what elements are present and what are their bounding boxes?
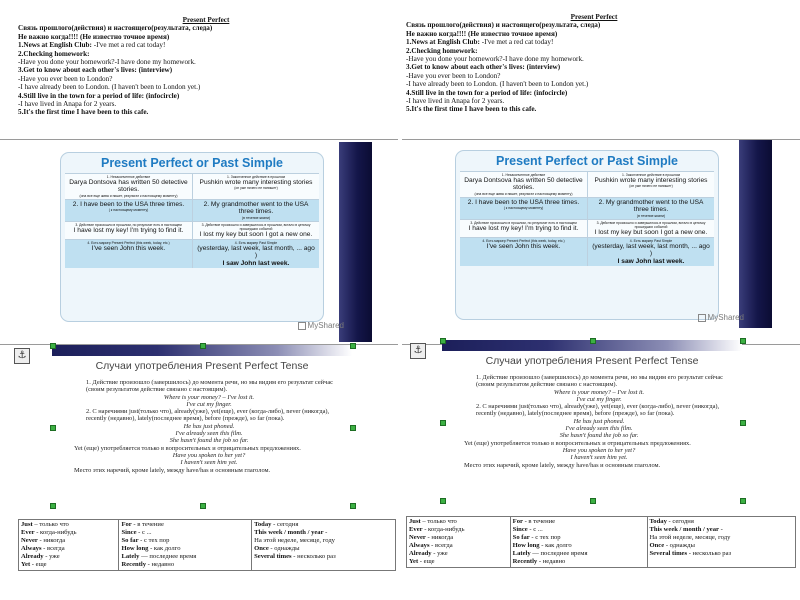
adverb-entry: [121, 553, 249, 561]
adverbs-column: [119, 520, 252, 571]
comparison-cell-left: [460, 198, 587, 219]
comparison-cell-left: [65, 222, 192, 239]
notes-line-text: -I've met a red cat today!: [91, 41, 166, 50]
resize-handle[interactable]: [50, 503, 56, 509]
comparison-cell-right: [192, 200, 319, 221]
cell-example: I saw John last week.: [222, 259, 290, 267]
comparison-cell-right: [587, 238, 714, 266]
resize-handle[interactable]: [590, 338, 596, 344]
cell-example: 2. I have been to the USA three times.: [467, 198, 580, 206]
adverb-word: Recently: [512, 558, 538, 565]
usage-line: Have you spoken to her yet?: [562, 446, 636, 454]
cell-example: I've seen John this week.: [91, 245, 166, 253]
cell-note: 3. Действие произошло и завершилось в прошлом, встало в цепочку прошедших событий: [201, 222, 311, 231]
usage-line: Where is your money? – I've lost it.: [553, 388, 645, 396]
myshared-logo-icon: [698, 314, 706, 322]
comparison-cell-left: [65, 240, 192, 268]
adverb-translation: - уже: [431, 550, 448, 557]
usage-line: 2. С наречиями just(только что), already(уже), yet(еще), ever (когда-либо), never (никогда), recently (недавно), lately(последнее время), before (прежде), so far (пока).: [476, 403, 720, 418]
adverb-word: Ever: [409, 526, 423, 533]
adverb-translation: - с тех пор: [138, 537, 170, 544]
usage-line: Место этих наречий, кроме lately, между have/has и основным глаголом.: [74, 466, 271, 474]
comparison-row: [65, 221, 319, 239]
slide2-title: Случаи употребления Present Perfect Tense: [485, 355, 699, 367]
cell-note: 3. Действие произошло в прошлом, но результат есть в настоящем: [470, 220, 577, 225]
adverb-translation: — последнее время: [139, 553, 197, 560]
usage-line: He has just phoned.: [573, 417, 625, 425]
cell-note: 4. Есть маркер Past Simple: [234, 241, 278, 246]
notes-line: [406, 97, 782, 105]
cell-note: ( к настоящему моменту): [108, 208, 149, 213]
notes-line-text: -I have already been to London. (I haven't been to London yet.): [406, 80, 589, 89]
notes-line: [406, 30, 782, 38]
cell-example: I lost my key but soon I got a new one.: [199, 230, 313, 238]
notes-line-label: 1.News at English Club:: [406, 38, 480, 47]
cell-note: (он уже ничего не напишет): [234, 186, 278, 191]
adverb-translation: - несколько раз: [687, 550, 732, 557]
adverb-word: Lately: [121, 553, 140, 560]
cell-example: 2. My grandmother went to the USA three times.: [203, 200, 309, 216]
cell-example: (yesterday, last week, last month, ... ago ): [592, 243, 710, 258]
comparison-row: [460, 237, 714, 266]
adverb-entry: [21, 561, 116, 569]
adverb-entry: [650, 542, 793, 550]
usage-line: 2. С наречиями just(только что), already(уже), yet(еще), ever (когда-либо), never (никогда), recently (недавно), lately(последнее время), before (прежде), so far (пока).: [86, 408, 330, 423]
comparison-row: [65, 199, 319, 221]
comparison-cell-left: [460, 238, 587, 266]
adverb-entry: [409, 550, 508, 558]
notes-block: [18, 16, 394, 117]
watermark-text: MyShared: [307, 321, 344, 330]
adverb-translation: - уже: [43, 553, 60, 560]
notes-line: [18, 33, 394, 41]
cell-example: I lost my key but soon I got a new one.: [594, 228, 708, 236]
resize-handle[interactable]: [50, 425, 56, 431]
slide-present-perfect-or-past-simple[interactable]: [52, 142, 362, 342]
adverb-word: Recently: [121, 561, 147, 568]
cell-note: 1. Незаконченное действие: [106, 175, 151, 179]
notes-line: [406, 105, 782, 113]
myshared-watermark: [298, 321, 344, 330]
cell-note: (она все еще жива и пишет, результат к настоящему моменту): [79, 193, 178, 198]
cell-note: (в течение жизни): [241, 215, 271, 220]
adverb-entry: [254, 521, 393, 529]
adverb-word: Today: [254, 521, 272, 528]
notes-line-text: 3.Get to know about each other's lives: (interview): [18, 66, 173, 75]
comparison-cell-right: [192, 222, 319, 239]
cell-note: 1. Законченное действие в прошлом: [622, 173, 680, 177]
table-row: [19, 520, 396, 571]
adverb-entry: [409, 526, 508, 534]
slide-present-perfect-or-past-simple[interactable]: [447, 140, 762, 328]
notes-line-text: Связь прошлого(действия) и настоящего(результата, следа): [18, 24, 213, 33]
slide1-side-bar: [739, 140, 772, 328]
adverb-entry: [513, 558, 645, 566]
adverb-word: Already: [21, 553, 44, 560]
cell-note: (в течение жизни): [636, 213, 666, 218]
adverb-word: So far: [121, 537, 139, 544]
anchor-icon[interactable]: ⚓: [410, 343, 426, 359]
cell-example: (yesterday, last week, last month, ... ago ): [197, 245, 315, 260]
adverb-translation: - никогда: [37, 537, 66, 544]
cell-note: 3. Действие произошло и завершилось в прошлом, встало в цепочку прошедших событий: [596, 220, 706, 229]
adverb-word: Yet: [21, 561, 31, 568]
adverb-entry: [121, 521, 249, 529]
adverb-word: Lately: [512, 550, 531, 557]
notes-line-text: -I have already been to London. (I haven't been to London yet.): [18, 83, 201, 92]
cell-example: Darya Dontsova has written 50 detective stories.: [464, 177, 583, 192]
notes-line: [406, 63, 782, 71]
adverb-word: Since: [512, 526, 528, 533]
adverb-translation: На этой неделе, месяце, году: [254, 537, 335, 544]
adverb-translation: - всегда: [41, 545, 65, 552]
adverbs-column: [647, 517, 795, 568]
notes-line-text: Не важно когда!!!! (Не известно точное время): [18, 32, 170, 41]
notes-line-text: 2.Checking homework:: [18, 49, 90, 58]
notes-line: [18, 75, 394, 83]
comparison-cell-right: [192, 240, 319, 268]
cell-example: 2. I have been to the USA three times.: [72, 200, 185, 208]
adverb-word: Yet: [409, 558, 419, 565]
document-page-left: [0, 0, 398, 600]
adverb-entry: [409, 542, 508, 550]
adverb-entry: [650, 534, 793, 542]
adverb-entry: [650, 550, 793, 558]
adverb-entry: [513, 518, 645, 526]
adverb-translation: - сегодня: [666, 518, 694, 525]
adverb-word: This week / month / year: [254, 529, 324, 536]
notes-line: [18, 41, 394, 49]
adverbs-column: [510, 517, 647, 568]
usage-line: Where is your money? – I've lost it.: [163, 393, 255, 401]
slide1-side-bar: [339, 142, 372, 342]
table-row: [407, 517, 796, 568]
adverb-entry: [254, 529, 393, 537]
resize-handle[interactable]: [350, 425, 356, 431]
myshared-watermark: [698, 313, 744, 322]
notes-line: [18, 58, 394, 66]
comparison-card: [455, 150, 719, 320]
adverb-entry: [513, 550, 645, 558]
resize-handle[interactable]: [590, 498, 596, 504]
comparison-row: [65, 239, 319, 268]
cell-note: 4. Есть маркер Present Perfect (this week, today, etc.): [87, 241, 170, 246]
notes-line-text: 3.Get to know about each other's lives: (interview): [406, 63, 561, 72]
adverb-entry: [254, 537, 393, 545]
usage-line: She hasn't found the job so far.: [559, 432, 639, 440]
adverb-translation: - еще: [30, 561, 47, 568]
notes-line: [406, 47, 782, 55]
adverb-translation: - сегодня: [271, 521, 299, 528]
myshared-logo-icon: [298, 322, 306, 330]
adverb-translation: - однажды: [268, 545, 300, 552]
adverb-translation: - недавно: [146, 561, 175, 568]
adverb-translation: - с ...: [527, 526, 543, 533]
adverbs-column: [19, 520, 119, 571]
notes-line-text: -Have you ever been to London?: [18, 74, 113, 83]
adverbs-column: [252, 520, 396, 571]
comparison-card: [60, 152, 324, 322]
adverb-word: How long: [512, 542, 540, 549]
adverb-translation: - в течение: [522, 518, 556, 525]
notes-line-text: 4.Still live in the town for a period of life: (infocircle): [18, 91, 180, 100]
adverb-entry: [21, 553, 116, 561]
slide2-body: [464, 374, 734, 469]
adverbs-table: [406, 516, 796, 568]
usage-line: I haven't seen him yet.: [180, 459, 238, 467]
cell-note: (она все еще жива и пишет, результат к настоящему моменту): [474, 191, 573, 196]
adverb-word: Never: [21, 537, 38, 544]
slide-present-perfect-usage[interactable]: [52, 345, 362, 515]
adverb-entry: [409, 518, 508, 526]
comparison-cell-right: [587, 198, 714, 219]
notes-line-text: -Have you ever been to London?: [406, 71, 501, 80]
cell-note: 4. Есть маркер Present Perfect (this week, today, etc.): [482, 239, 565, 244]
resize-handle[interactable]: [200, 503, 206, 509]
adverb-word: Today: [649, 518, 667, 525]
adverb-word: How long: [121, 545, 149, 552]
adverb-translation: - с тех пор: [529, 534, 561, 541]
notes-line-text: Связь прошлого(действия) и настоящего(результата, следа): [406, 21, 601, 30]
notes-line-text: 5.It's the first time I have been to this cafe.: [406, 105, 537, 114]
adverb-entry: [21, 545, 116, 553]
notes-line: [18, 50, 394, 58]
notes-line: [406, 55, 782, 63]
adverb-word: Several times: [254, 553, 292, 560]
adverb-entry: [513, 526, 645, 534]
usage-line: I've cut my finger.: [576, 395, 622, 403]
comparison-grid: [65, 173, 319, 268]
adverb-entry: [254, 545, 393, 553]
adverbs-column: [407, 517, 511, 568]
usage-line: I haven't seen him yet.: [570, 454, 628, 462]
resize-handle[interactable]: [740, 498, 746, 504]
divider-line: [0, 139, 398, 140]
notes-line: [406, 89, 782, 97]
adverb-entry: [650, 526, 793, 534]
usage-line: 1. Действие произошло (завершилось) до момента речи, но мы видим его результат сейчас (своим результатом действие связано с настоящим).: [86, 379, 333, 394]
adverb-entry: [21, 529, 116, 537]
notes-line-text: 2.Checking homework:: [406, 46, 478, 55]
adverb-entry: [254, 561, 393, 569]
comparison-grid: [460, 171, 714, 266]
adverb-translation: – только что: [32, 521, 69, 528]
notes-title: Present Perfect: [182, 16, 230, 24]
cell-example: I've seen John this week.: [486, 243, 561, 251]
cell-note: 1. Незаконченное действие: [501, 173, 546, 177]
usage-line: I've cut my finger.: [186, 400, 232, 408]
comparison-row: [65, 173, 319, 199]
adverb-translation: — последнее время: [530, 550, 588, 557]
adverb-word: Once: [254, 545, 269, 552]
notes-line: [406, 72, 782, 80]
notes-line-text: -Have you done your homework?-I have done my homework.: [406, 55, 584, 64]
resize-handle[interactable]: [50, 343, 56, 349]
notes-line: [18, 108, 394, 116]
cell-example: Pushkin wrote many interesting stories: [594, 177, 708, 184]
notes-line-label: 1.News at English Club:: [18, 41, 92, 50]
resize-handle[interactable]: [740, 420, 746, 426]
notes-title: Present Perfect: [570, 13, 618, 21]
cell-note: 4. Есть маркер Past Simple: [629, 239, 673, 244]
adverb-translation: - несколько раз: [291, 553, 336, 560]
cell-example: Pushkin wrote many interesting stories: [199, 179, 313, 186]
adverb-translation: - как долго: [539, 542, 572, 549]
adverb-word: Ever: [21, 529, 35, 536]
usage-line: Yet (еще) употребляется только в вопросительных и отрицательных предложениях.: [464, 439, 691, 447]
notes-block: [406, 13, 782, 114]
notes-line-text: -I have lived in Anapa for 2 years.: [18, 100, 117, 109]
comparison-row: [460, 219, 714, 237]
adverb-translation: - с ...: [136, 529, 152, 536]
adverb-translation: - в течение: [131, 521, 164, 528]
adverb-translation: – только что: [420, 518, 457, 525]
comparison-cell-left: [460, 220, 587, 237]
cell-example: 2. My grandmother went to the USA three times.: [598, 198, 704, 214]
notes-lines: [18, 24, 394, 116]
adverb-word: Just: [409, 518, 421, 525]
usage-line: I've already seen this film.: [565, 425, 633, 433]
notes-line: [18, 83, 394, 91]
notes-line-text: Не важно когда!!!! (Не известно точное время): [406, 29, 558, 38]
comparison-row: [460, 197, 714, 219]
notes-line: [406, 21, 782, 29]
comparison-cell-right: [587, 172, 714, 197]
adverb-translation: - еще: [418, 558, 435, 565]
adverb-translation: На этой неделе, месяце, году: [649, 534, 731, 541]
adverb-entry: [254, 553, 393, 561]
adverb-translation: - как долго: [148, 545, 181, 552]
cell-example: I have lost my key! I'm trying to find it.: [73, 226, 184, 234]
comparison-cell-left: [65, 200, 192, 221]
adverbs-table: [18, 519, 396, 571]
comparison-cell-left: [460, 172, 587, 197]
slide2-body: [74, 379, 344, 474]
adverb-word: Several times: [649, 550, 688, 557]
cell-note: 1. Законченное действие в прошлом: [227, 175, 285, 179]
adverb-entry: [121, 537, 249, 545]
adverb-entry: [121, 561, 249, 569]
notes-line-text: 5.It's the first time I have been to this cafe.: [18, 108, 149, 117]
adverb-entry: [409, 534, 508, 542]
comparison-cell-right: [192, 174, 319, 199]
cell-example: I have lost my key! I'm trying to find it.: [468, 224, 579, 232]
cell-example: Darya Dontsova has written 50 detective stories.: [69, 179, 188, 194]
resize-handle[interactable]: [740, 338, 746, 344]
resize-handle[interactable]: [440, 338, 446, 344]
notes-line: [406, 38, 782, 46]
adverb-translation: - однажды: [664, 542, 695, 549]
usage-line: Have you spoken to her yet?: [172, 451, 246, 459]
adverb-translation: - когда-нибудь: [422, 526, 465, 533]
adverb-word: Never: [409, 534, 426, 541]
resize-handle[interactable]: [350, 503, 356, 509]
document-page-right: [402, 0, 800, 600]
comparison-row: [460, 171, 714, 197]
notes-line-text: -Have you done your homework?-I have done my homework.: [18, 58, 196, 67]
usage-line: Место этих наречий, кроме lately, между have/has и основным глаголом.: [464, 461, 661, 469]
adverb-word: Always: [21, 545, 42, 552]
watermark-text: MyShared: [707, 313, 744, 322]
resize-handle[interactable]: [200, 343, 206, 349]
adverb-word: Always: [409, 542, 430, 549]
notes-line-text: -I've met a red cat today!: [479, 38, 554, 47]
notes-line-text: -I have lived in Anapa for 2 years.: [406, 97, 505, 106]
adverb-word: Just: [21, 521, 33, 528]
resize-handle[interactable]: [440, 498, 446, 504]
notes-line: [406, 80, 782, 88]
anchor-icon[interactable]: ⚓: [14, 348, 30, 364]
cell-example: I saw John last week.: [617, 257, 685, 265]
comparison-cell-right: [587, 220, 714, 237]
adverb-word: Already: [409, 550, 432, 557]
adverb-word: For: [121, 521, 132, 528]
adverb-entry: [21, 521, 116, 529]
slide-present-perfect-usage[interactable]: [442, 340, 757, 510]
notes-line: [18, 100, 394, 108]
slide1-title: Present Perfect or Past Simple: [495, 154, 679, 168]
adverb-word: Since: [121, 529, 137, 536]
adverb-entry: [650, 558, 793, 566]
adverb-translation: - недавно: [537, 558, 566, 565]
resize-handle[interactable]: [350, 343, 356, 349]
adverb-entry: [121, 545, 249, 553]
adverb-entry: [121, 529, 249, 537]
adverb-entry: [409, 558, 508, 566]
slide2-title: Случаи употребления Present Perfect Tense: [95, 360, 309, 372]
adverb-entry: [513, 542, 645, 550]
resize-handle[interactable]: [440, 420, 446, 426]
adverb-translation: -: [718, 526, 723, 533]
notes-lines: [406, 21, 782, 113]
adverb-word: Once: [649, 542, 665, 549]
adverb-translation: - никогда: [425, 534, 454, 541]
usage-line: He has just phoned.: [183, 422, 235, 430]
adverb-word: For: [512, 518, 523, 525]
notes-line-text: 4.Still live in the town for a period of life: (infocircle): [406, 88, 568, 97]
cell-note: 3. Действие произошло в прошлом, но результат есть в настоящем: [75, 222, 182, 227]
slide1-title: Present Perfect or Past Simple: [100, 156, 284, 170]
adverb-translation: -: [323, 529, 328, 536]
cell-note: (он уже ничего не напишет): [629, 184, 673, 189]
adverb-entry: [650, 518, 793, 526]
notes-line: [18, 24, 394, 32]
adverb-word: This week / month / year: [649, 526, 719, 533]
notes-line: [18, 92, 394, 100]
cell-note: ( к настоящему моменту): [503, 206, 544, 211]
usage-line: 1. Действие произошло (завершилось) до момента речи, но мы видим его результат сейчас (своим результатом действие связано с настоящим).: [476, 374, 723, 389]
adverb-entry: [513, 534, 645, 542]
adverb-word: So far: [512, 534, 530, 541]
usage-line: She hasn't found the job so far.: [169, 437, 249, 445]
adverb-entry: [21, 537, 116, 545]
comparison-cell-left: [65, 174, 192, 199]
adverb-translation: - когда-нибудь: [34, 529, 77, 536]
notes-line: [18, 66, 394, 74]
usage-line: Yet (еще) употребляется только в вопросительных и отрицательных предложениях.: [74, 444, 301, 452]
adverb-translation: - всегда: [429, 542, 453, 549]
usage-line: I've already seen this film.: [175, 430, 243, 438]
